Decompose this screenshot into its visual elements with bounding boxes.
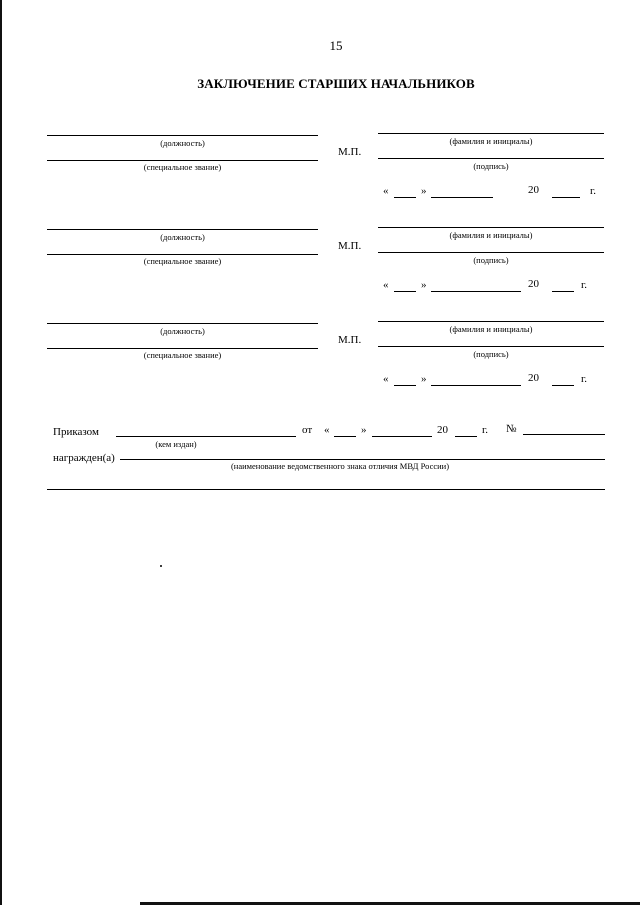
month-line[interactable] [431,291,521,292]
name-line[interactable] [378,227,604,228]
quote-close: » [421,279,427,291]
page-title: ЗАКЛЮЧЕНИЕ СТАРШИХ НАЧАЛЬНИКОВ [197,76,475,91]
quote-close: » [421,185,427,197]
order-month-line[interactable] [372,436,432,437]
order-label: Приказом [53,426,99,438]
position-line[interactable] [47,135,318,136]
position-caption: (должность) [160,138,205,148]
position-line[interactable] [47,323,318,324]
month-line[interactable] [431,385,521,386]
name-caption: (фамилия и инициалы) [449,136,533,146]
page-left-edge [0,0,2,905]
rank-line[interactable] [47,348,318,349]
signature-line[interactable] [378,346,604,347]
stamp-label: М.П. [338,334,362,346]
order-year-prefix: 20 [437,424,448,436]
quote-open: « [383,279,389,291]
awarded-label: награжден(а) [53,452,115,464]
order-year-suffix: г. [482,424,489,436]
order-number-line[interactable] [523,434,605,435]
quote-open: « [383,373,389,385]
signature-line[interactable] [378,252,604,253]
signature-caption: (подпись) [473,161,509,171]
month-line[interactable] [431,197,493,198]
year-suffix: г. [581,373,588,385]
quote-close: » [421,373,427,385]
position-line[interactable] [47,229,318,230]
stamp-label: М.П. [338,146,362,158]
order-quote-close: » [361,424,367,436]
signature-line[interactable] [378,158,604,159]
year-prefix: 20 [528,278,539,290]
award-line[interactable] [120,459,605,460]
day-line[interactable] [394,197,416,198]
position-caption: (должность) [160,326,205,336]
year-prefix: 20 [528,184,539,196]
name-line[interactable] [378,321,604,322]
from-label: от [302,424,313,436]
rank-line[interactable] [47,160,318,161]
page-number: 15 [329,38,343,53]
name-caption: (фамилия и инициалы) [449,324,533,334]
rank-caption: (специальное звание) [143,256,222,266]
stamp-label: М.П. [338,240,362,252]
year-line[interactable] [552,197,580,198]
rank-caption: (специальное звание) [143,162,222,172]
issuer-line[interactable] [116,436,296,437]
year-line[interactable] [552,291,574,292]
order-quote-open: « [324,424,330,436]
name-line[interactable] [378,133,604,134]
rank-caption: (специальное звание) [143,350,222,360]
number-sign: № [506,423,517,435]
day-line[interactable] [394,291,416,292]
order-day-line[interactable] [334,436,356,437]
award-continuation-line[interactable] [47,489,605,490]
order-year-line[interactable] [455,436,477,437]
year-line[interactable] [552,385,574,386]
issuer-caption: (кем издан) [155,439,197,449]
rank-line[interactable] [47,254,318,255]
year-prefix: 20 [528,372,539,384]
signature-caption: (подпись) [473,349,509,359]
day-line[interactable] [394,385,416,386]
signature-caption: (подпись) [473,255,509,265]
position-caption: (должность) [160,232,205,242]
year-suffix: г. [590,185,597,197]
year-suffix: г. [581,279,588,291]
scan-speck [160,565,162,567]
quote-open: « [383,185,389,197]
award-caption: (наименование ведомственного знака отличия МВД России) [230,461,450,471]
name-caption: (фамилия и инициалы) [449,230,533,240]
